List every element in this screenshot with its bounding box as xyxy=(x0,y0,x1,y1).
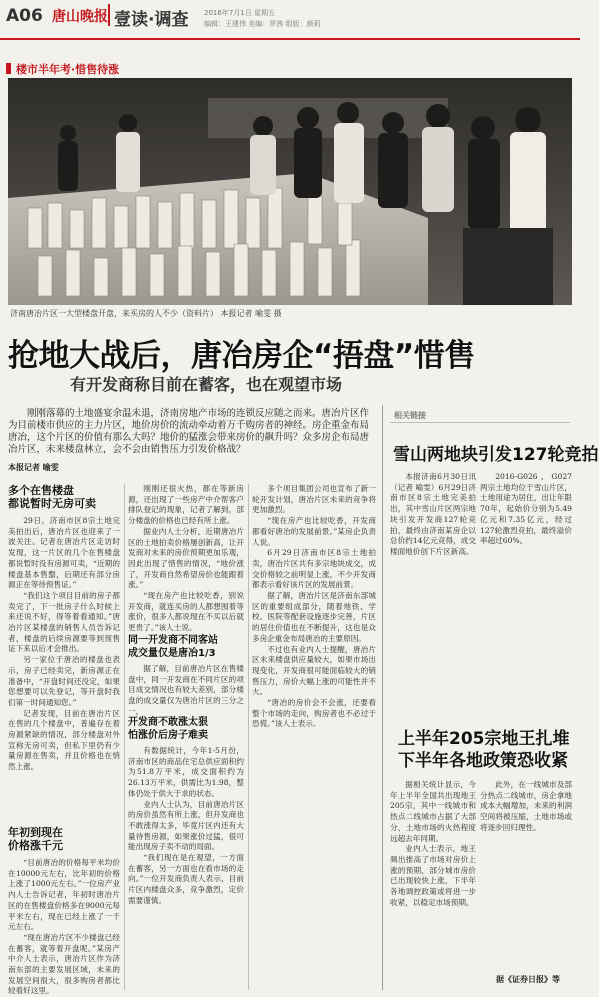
sales-office-photo xyxy=(8,78,572,305)
sidebar-body-2b xyxy=(480,780,572,972)
sidebar-tag: 相关链接 xyxy=(394,411,426,420)
sidebar-body-2a xyxy=(390,780,476,972)
sidebar-source: 据《证券日报》等 xyxy=(496,975,560,984)
page-number: A06 xyxy=(6,6,43,26)
paragraph: 刚刚还很火热，都在等新房源，还出现了一些房产中介帮客户排队登记的现象，记者了解到，部分楼盘的价格也已经有所上涨。 xyxy=(128,484,244,526)
paragraph: “我们现在是在观望，一方面在蓄客，另一方面也在看市场的走向。”一位开发商负责人表示，目前片区内楼盘众多，竞争激烈，定价需要谨慎。 xyxy=(128,853,244,905)
masthead-divider xyxy=(108,4,110,26)
paragraph: 本报济南6月30日讯（记者 喻雯）6月29日济南市区8宗土地完美拍出，其中雪山片区两宗地块引发开发商127轮竞拍，最终由济南某房企以总价约14亿元竞得，成交楼面地价创下片区新高。 xyxy=(390,472,476,556)
news-photo xyxy=(8,78,572,305)
col3-body xyxy=(252,484,376,990)
sidebar-tag-rule xyxy=(390,422,570,423)
photo-caption: 济南唐冶片区一大型楼盘开盘，来买房的人不少（资料片） 本报记者 喻雯 摄 xyxy=(10,309,282,318)
column-rule xyxy=(124,484,125,990)
col1-subheading-2: 年初到现在 价格涨千元 xyxy=(8,826,63,852)
paragraph: 6月29日济南市区8宗土地拍卖，唐冶片区共有多宗地块成交，成交价格较之前明显上涨，不少开发商都表示看好该片区的发展前景。 xyxy=(252,548,376,590)
paragraph: 据业内人士分析，近期唐冶片区的土地拍卖价格屡创新高，让开发商对未来的房价预期更加乐观，因此出现了惜售的情况，“地价涨了，开发商自然希望房价也能跟着涨。” xyxy=(128,526,244,590)
col2-subheading-1: 同一开发商不同客站 成交量仅是唐冶1/3 xyxy=(128,635,218,659)
col2-body-2 xyxy=(128,664,244,716)
sidebar-rule xyxy=(382,405,383,990)
paragraph: “我们这个项目目前的房子都卖完了，下一批房子什么时候上来还说不好，得等着看通知。”唐冶片区某楼盘的销售人员告诉记者，楼盘的后续房源要等到预售证下来以后才会推出。 xyxy=(8,590,120,654)
paragraph: 业内人士表示，地王频出推高了市场对房价上涨的预期，部分城市房价已出现较快上涨，下半年各地调控政策或将进一步收紧，以稳定市场预期。 xyxy=(390,844,476,907)
paragraph: 2016-G026、G027两宗土地均位于雪山片区，土地用途为居住，出让年限70年，起始价分别为5.49亿元和7.35亿元，经过127轮激烈竞拍，最终溢价率超过60%。 xyxy=(480,472,572,546)
paragraph: “现在唐冶片区不少楼盘已经在蓄客，就等着开盘呢。”某房产中介人士表示，唐冶片区作为济南东部的主要发展区域，未来的发展空间很大，很多购房者都比较看好这里。 xyxy=(8,932,120,996)
paragraph: “唐冶的房价会不会涨，还要看整个市场的走向，购房者也不必过于恐慌。”该人士表示。 xyxy=(252,698,376,729)
col2-subheading-2: 开发商不敢涨太狠 怕涨价后房子难卖 xyxy=(128,717,208,741)
subheadline: 有开发商称目前在蓄客，也在观望市场 xyxy=(70,375,343,394)
col1-body-2 xyxy=(8,858,120,996)
paragraph: “目前唐冶的价格每平米均价在10000元左右，比年初的价格上涨了1000元左右。”一位房产业内人士告诉记者，年初时唐冶片区的在售楼盘价格多在9000元每平米左右，现在已经上涨了一千元左右。 xyxy=(8,858,120,932)
paragraph: 业内人士认为，目前唐冶片区的房价虽然有所上涨，但开发商也不敢涨得太多，毕竟片区内还有大量待售房源，如果涨价过猛，很可能出现房子卖不动的局面。 xyxy=(128,799,244,852)
sidebar-headline-1: 雪山两地块引发127轮竞拍 xyxy=(393,445,599,465)
ribbon-marker xyxy=(6,63,11,74)
date-line: 2016年7月1日 星期五 xyxy=(204,9,275,17)
col1-body-1 xyxy=(8,516,120,821)
editor-line: 编辑：王建伟 美编：罗茜 组版：颜莉 xyxy=(204,20,321,28)
col2-body-3 xyxy=(128,746,244,990)
paragraph: 多个项目集团公司也宣布了新一轮开发计划，唐冶片区未来的竞争将更加激烈。 xyxy=(252,484,376,515)
byline: 本报记者 喻雯 xyxy=(8,463,59,472)
ribbon-label: 楼市半年考·惜售待涨 xyxy=(16,63,120,76)
headline: 抢地大战后，唐冶房企“捂盘”惜售 xyxy=(8,338,475,374)
sidebar-body-1a xyxy=(390,472,476,714)
paragraph: 不过也有业内人士提醒，唐冶片区未来楼盘供应量较大，如果市场出现变化，开发商很可能面临较大的销售压力，房价大幅上涨的可能性并不大。 xyxy=(252,644,376,697)
series-ribbon xyxy=(4,60,214,76)
sidebar-body-1b xyxy=(480,472,572,714)
paragraph: 另一家位于唐冶的楼盘也表示，房子已经卖完，新房源正在准备中，“开盘时间还没定，如果您想要可以先登记，等开盘时我们第一时间通知您。” xyxy=(8,655,120,707)
paragraph: 有数据统计，今年1-5月份，济南市区的商品住宅总供应面积约为51.8万平米，成交面积约为26.13万平米，供需比为1.98，整体仍处于供大于求的状态。 xyxy=(128,746,244,798)
paragraph: 记者发现，目前在唐冶片区在售的几个楼盘中，普遍存在着房源紧缺的情况，部分楼盘对外宣称无房可卖，但私下里仍有少量房源在售卖，并且价格也在悄然上涨。 xyxy=(8,708,120,772)
masthead-rule xyxy=(0,38,580,40)
paragraph: 此外，在一线城市及部分热点二线城市，房企拿地成本大幅增加，未来的利润空间将被压缩，土地市场或将逐步回归理性。 xyxy=(480,780,572,832)
col1-subheading-1: 多个在售楼盘 都说暂时无房可卖 xyxy=(8,484,96,510)
paragraph: 据了解，唐冶片区是济南东部城区的重要组成部分，随着地铁、学校、医院等配套设施逐步完善，片区的居住价值也在不断提升，这也是众多房企重金布局唐冶的主要原因。 xyxy=(252,591,376,643)
section-title: 壹读·调查 xyxy=(114,10,189,30)
paragraph: “现在房产也比较吃香，别说开发商，就连买房的人都想囤着等涨价，很多人都说现在不买以后就更贵了。”该人士说。 xyxy=(128,591,244,633)
column-rule xyxy=(248,484,249,990)
paragraph: 据相关统计显示，今年上半年全国共出现地王205宗，其中一线城市和热点二线城市占据了大部分，土地市场的火热程度远超去年同期。 xyxy=(390,780,476,843)
paragraph: 据了解，目前唐冶片区在售楼盘中，同一开发商在不同片区的项目成交情况也有较大差别，部分楼盘的成交量仅为唐冶片区的三分之一。 xyxy=(128,664,244,716)
paragraph: “现在房产也比较吃香，开发商都看好唐冶的发展前景。”某房企负责人说。 xyxy=(252,516,376,547)
paragraph: 29日，济南市区8宗土地完美拍出后，唐冶片区也迎来了一波关注。记者在唐冶片区走访时发现，这一片区的几个在售楼盘都说暂时没有房源可卖，“近期的楼盘基本售罄，后期还有部分房源正在等待预售证。” xyxy=(8,516,120,590)
newspaper-logo: 唐山晚报 xyxy=(52,9,108,25)
masthead xyxy=(0,0,580,42)
lead-paragraph: 刚刚落幕的土地盛宴余温未退，济南房地产市场的连锁反应随之而来。唐冶片区作为目前楼市供应的主力片区，地价房价的流动牵动着万千购房者的神经。房企重金布局唐冶，这个片区的价值有那么大吗？地价的猛涨会带来房价的飙升吗？众多房企布局唐冶片区，未来楼盘林立，会不会由销售压力引发价格战？ xyxy=(8,408,370,455)
sidebar-headline-2: 上半年205宗地王扎堆 下半年各地政策恐收紧 xyxy=(398,729,570,771)
